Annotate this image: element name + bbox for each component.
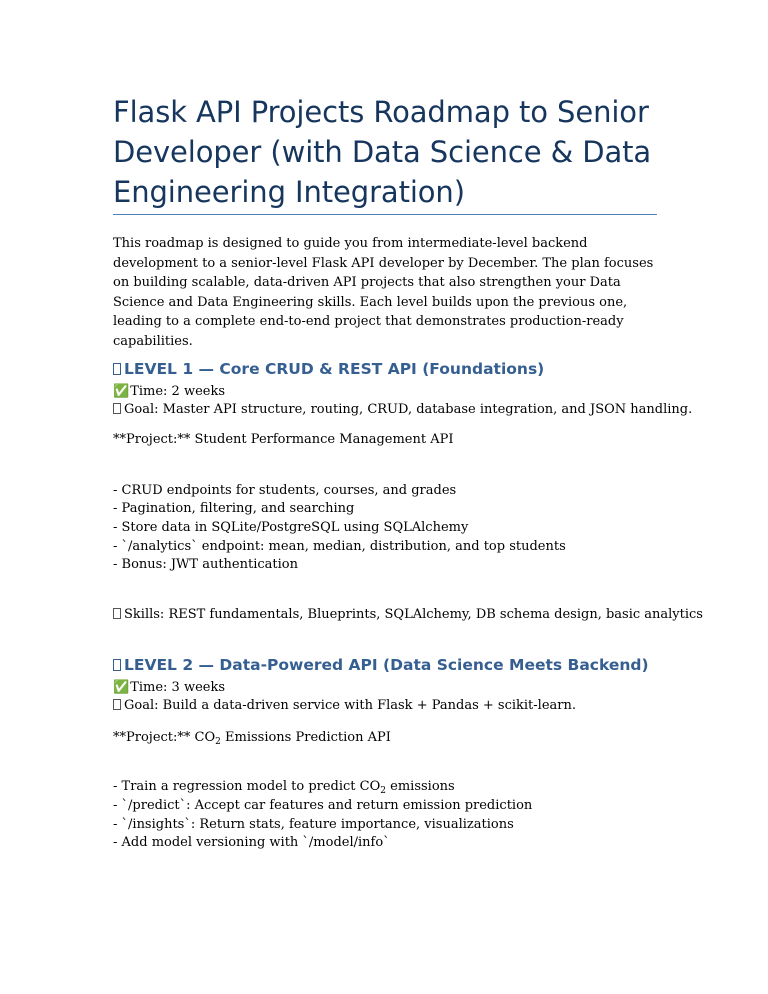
title-underline (113, 214, 657, 215)
missing-glyph-icon (113, 363, 121, 375)
level-1-bullet: - Bonus: JWT authentication (113, 557, 298, 572)
level-2-bullet: - Add model versioning with `/model/info` (113, 835, 390, 850)
missing-glyph-icon (113, 608, 121, 619)
intro-paragraph: This roadmap is designed to guide you from intermediate-level backend development to a senior-level Flask API developer by December. The plan focuses on building scalable, data-driven API projects that also strengthen your Data Science and Data Engineering skills. Each level builds upon the previous one, leading to a complete end-to-end project that demonstrates production-ready capabilities. (113, 236, 654, 349)
level-2-bullet-prefix: - Train a regression model to predict CO (113, 779, 381, 794)
level-1-time-text: Time: 2 weeks (130, 384, 226, 399)
level-1-bullet: - CRUD endpoints for students, courses, and grades (113, 483, 457, 498)
level-2-project-prefix: **Project:** CO (113, 730, 216, 745)
missing-glyph-icon (113, 403, 121, 414)
level-2-bullet (113, 778, 455, 796)
level-2-time-text: Time: 3 weeks (130, 680, 226, 695)
check-mark-icon: ✅ (113, 384, 130, 399)
document-title: Flask API Projects Roadmap to Senior Developer (with Data Science & Data Engineering Integration) (113, 95, 652, 209)
level-1-skills-text: Skills: REST fundamentals, Blueprints, SQLAlchemy, DB schema design, basic analytics (124, 607, 703, 622)
level-1-goal-text: Goal: Master API structure, routing, CRUD, database integration, and JSON handling. (124, 402, 693, 417)
level-2-heading-text: LEVEL 2 — Data-Powered API (Data Science Meets Backend) (124, 656, 649, 674)
level-1-bullet: - Store data in SQLite/PostgreSQL using SQLAlchemy (113, 520, 469, 535)
missing-glyph-icon (113, 699, 121, 710)
level-1-goal (113, 401, 692, 419)
level-1-bullet: - Pagination, filtering, and searching (113, 501, 355, 516)
level-1-heading (113, 358, 544, 380)
level-1-bullet: - `/analytics` endpoint: mean, median, distribution, and top students (113, 539, 566, 554)
level-2-bullet: - `/predict`: Accept car features and return emission prediction (113, 798, 533, 813)
level-2-heading (113, 654, 649, 676)
missing-glyph-icon (113, 659, 121, 671)
level-2-project-suffix: Emissions Prediction API (220, 730, 391, 745)
level-2-time (113, 679, 225, 697)
level-1-project: **Project:** Student Performance Management API (113, 432, 454, 447)
level-2-bullet: - `/insights`: Return stats, feature importance, visualizations (113, 817, 514, 832)
check-mark-icon: ✅ (113, 680, 130, 695)
level-2-project (113, 729, 391, 747)
level-2-goal (113, 697, 576, 715)
level-1-time (113, 383, 225, 401)
level-1-skills (113, 606, 703, 624)
level-2-bullet-subscript: 2 (380, 786, 387, 796)
level-2-bullet-suffix: emissions (386, 779, 455, 794)
level-1-heading-text: LEVEL 1 — Core CRUD & REST API (Foundations) (124, 360, 545, 378)
level-2-project-subscript: 2 (215, 737, 221, 747)
level-2-goal-text: Goal: Build a data-driven service with Flask + Pandas + scikit-learn. (124, 698, 576, 713)
